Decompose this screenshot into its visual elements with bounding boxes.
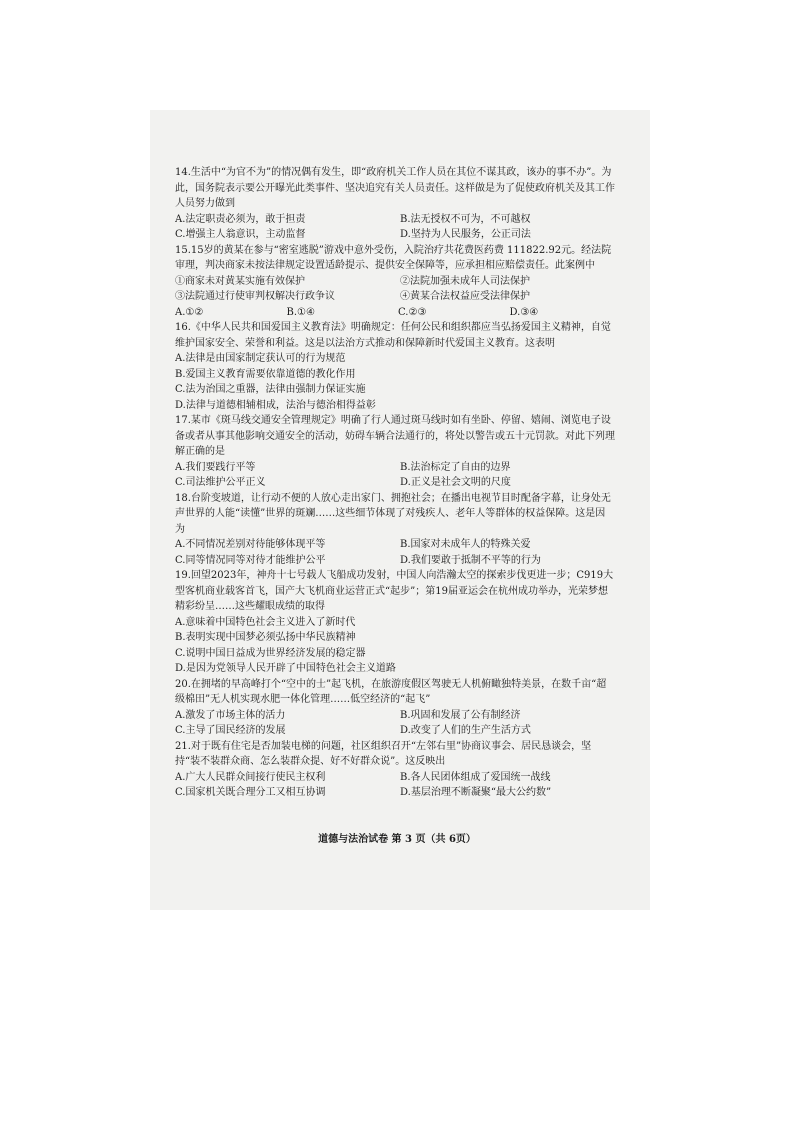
question-19 (175, 568, 615, 677)
options (175, 770, 615, 801)
option-d: D.坚持为人民服务，公正司法 (400, 229, 531, 240)
question-stem: 17.某市《斑马线交通安全管理规定》明确了行人通过斑马线时如有坐卧、停留、嬉闹、浏览电子设备或者从事其他影响交通安全的活动，妨碍车辆合法通行的，将处以警告或五十元罚款。对此下列理解正确的是 (175, 415, 615, 457)
option-a: A.①② (175, 306, 204, 318)
option-c: C.增强主人翁意识，主动监督 (175, 229, 306, 240)
option-a: A.法定职责必须为，敢于担责 (175, 213, 306, 225)
option-c: C.同等情况同等对待才能维护公平 (175, 554, 326, 566)
option-b: B.巩固和发展了公有制经济 (400, 709, 521, 721)
options (175, 212, 615, 243)
item-1: ①商家未对黄某实施有效保护 (175, 275, 305, 287)
question-17 (175, 413, 615, 491)
statement-items (175, 274, 615, 305)
option-d: D.③④ (509, 306, 539, 318)
item-3: ③法院通过行使审判权解决行政争议 (175, 291, 335, 302)
item-4: ④黄某合法权益应受法律保护 (400, 291, 530, 302)
question-stem: 15.15岁的黄某在参与“密室逃脱”游戏中意外受伤，入院治疗共花费医药费 111822.92元。经法院审理，判决商家未按法律规定设置适龄提示、提供安全保障等，应承担相应赔偿责任。此案例中 (175, 244, 612, 271)
question-stem: 14.生活中“为官不为”的情况偶有发生，即“政府机关工作人员在其位不谋其政，该办的事不办”。为此，国务院表示要公开曝光此类事件、坚决追究有关人员责任。这样做是为了促使政府机关及其工作人员努力做到 (175, 167, 615, 209)
options (175, 537, 615, 568)
question-20 (175, 677, 615, 739)
question-stem: 20.在拥堵的早高峰打个“空中的士”起飞机，在旅游度假区驾驶无人机俯瞰独特美景，在数千亩“超级棉田”无人机实现水肥一体化管理……低空经济的“起飞” (175, 678, 607, 705)
option-a: A.激发了市场主体的活力 (175, 709, 286, 721)
question-stem: 16.《中华人民共和国爱国主义教育法》明确规定：任何公民和组织都应当弘扬爱国主义精神，自觉维护国家安全、荣誉和利益。这是以法治方式推动和保障新时代爱国主义教育。这表明 (175, 322, 611, 349)
option-d: D.法律与道德相辅相成，法治与德治相得益彰 (175, 399, 376, 411)
option-a: A.意味着中国特色社会主义进入了新时代 (175, 616, 356, 628)
option-a: A.广大人民群众间接行使民主权利 (175, 771, 326, 783)
question-list (175, 165, 615, 801)
question-21 (175, 739, 615, 801)
option-b: B.国家对未成年人的特殊关爱 (400, 539, 531, 550)
question-stem: 18.台阶变坡道，让行动不便的人放心走出家门、拥抱社会；在播出电视节目时配备字幕，让身处无声世界的人能“读懂”世界的斑斓……这些细节体现了对残疾人、老年人等群体的权益保障。这是因为 (175, 492, 611, 535)
option-b: B.爱国主义教育需要依靠道德的教化作用 (175, 368, 356, 380)
option-b: B.法治标定了自由的边界 (400, 461, 511, 473)
item-2: ②法院加强未成年人司法保护 (400, 275, 530, 287)
option-b: B.法无授权不可为，不可越权 (400, 213, 531, 225)
option-d: D.是因为党领导人民开辟了中国特色社会主义道路 (175, 663, 396, 674)
option-c: C.司法维护公平正义 (175, 477, 266, 488)
options (175, 460, 615, 491)
option-d: D.改变了人们的生产生活方式 (400, 725, 531, 736)
option-a: A.我们要践行平等 (175, 461, 256, 473)
option-d: D.基层治理不断凝聚“最大公约数” (400, 787, 552, 798)
option-c: C.法为治国之重器，法律由强制力保证实施 (175, 384, 366, 395)
options (175, 305, 615, 321)
option-c: C.②③ (398, 306, 427, 318)
page-footer: 道德与法治试卷 第 3 页（共 6页） (318, 834, 476, 845)
option-b: B.①④ (286, 306, 315, 318)
option-a: A.法律是由国家制定获认可的行为规范 (175, 353, 346, 364)
question-16 (175, 320, 615, 413)
question-15 (175, 243, 615, 321)
options (175, 708, 615, 739)
question-stem: 21.对于既有住宅是否加装电梯的问题，社区组织召开“左邻右里”协商议事会、居民恳谈会，坚持“装不装群众商、怎么装群众提、好不好群众说”。这反映出 (175, 740, 592, 767)
question-stem: 19.回望2023年，神舟十七号载人飞船成功发射，中国人向浩瀚太空的探索步伐更进一步；C919大型客机商业载客首飞，国产大飞机商业运营正式“起步”；第19届亚运会在杭州成功举办，光荣梦想精彩纷呈……这些耀眼成绩的取得 (175, 570, 614, 612)
option-d: D.正义是社会文明的尺度 (400, 477, 511, 488)
question-18 (175, 491, 615, 569)
option-c: C.主导了国民经济的发展 (175, 725, 286, 736)
option-a: A.不同情况差别对待能够体现平等 (175, 539, 326, 550)
option-d: D.我们要敢于抵制不平等的行为 (400, 554, 541, 566)
option-c: C.国家机关既合理分工又相互协调 (175, 787, 326, 798)
option-b: B.表明实现中国梦必须弘扬中华民族精神 (175, 632, 356, 643)
option-c: C.说明中国日益成为世界经济发展的稳定器 (175, 647, 366, 659)
option-b: B.各人民团体组成了爱国统一战线 (400, 771, 551, 783)
question-14 (175, 165, 615, 243)
